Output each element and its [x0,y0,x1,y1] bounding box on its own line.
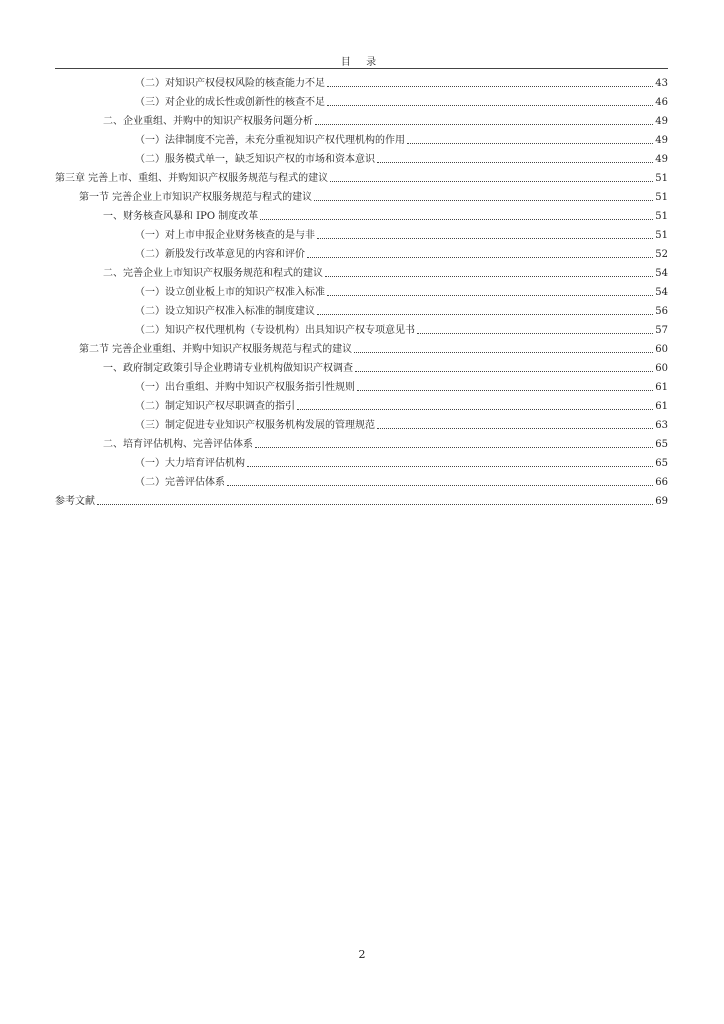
toc-entry-page: 49 [655,154,668,165]
toc-entry-page: 63 [655,420,668,431]
toc-entry[interactable] [55,318,668,337]
toc-dot-leader [327,86,653,87]
toc-entry-page: 66 [655,477,668,488]
toc-entry[interactable] [55,451,668,470]
toc-dot-leader [377,162,653,163]
toc-entry-label: 第一节 完善企业上市知识产权服务规范与程式的建议 [79,192,313,203]
toc-entry[interactable] [55,299,668,318]
toc-entry[interactable] [55,185,668,204]
toc-dot-leader [247,466,653,467]
toc-entry[interactable] [55,128,668,147]
toc-entry-page: 52 [655,249,668,260]
toc-entry-label: （一）法律制度不完善，未充分重视知识产权代理机构的作用 [135,135,405,146]
toc-entry[interactable] [55,432,668,451]
toc-entry-page: 51 [655,211,668,222]
toc-entry[interactable] [55,413,668,432]
toc-entry-label: （一）对上市申报企业财务核查的是与非 [135,230,315,241]
toc-dot-leader [297,409,653,410]
toc-entry[interactable] [55,280,668,299]
toc-entry[interactable] [55,261,668,280]
toc-dot-leader [317,238,653,239]
toc-entry-label: （二）对知识产权侵权风险的核查能力不足 [135,78,325,89]
toc-dot-leader [330,181,653,182]
toc-entry-label: （二）服务模式单一，缺乏知识产权的市场和资本意识 [135,154,375,165]
toc-entry-page: 56 [655,306,668,317]
toc-dot-leader [377,428,653,429]
toc-entry[interactable] [55,375,668,394]
toc-entry-page: 57 [655,325,668,336]
toc-entry-label: （二）完善评估体系 [135,477,225,488]
toc-entry[interactable] [55,242,668,261]
toc-entry[interactable] [55,223,668,242]
toc-dot-leader [325,276,653,277]
toc-dot-leader [354,352,653,353]
toc-entry-page: 51 [655,192,668,203]
toc-entry-label: 第三章 完善上市、重组、并购知识产权服务规范与程式的建议 [55,173,329,184]
toc-entry-page: 49 [655,116,668,127]
toc-entry-label: （二）知识产权代理机构（专设机构）出具知识产权专项意见书 [135,325,415,336]
toc-entry[interactable] [55,109,668,128]
toc-entry-page: 69 [655,496,668,507]
toc-dot-leader [355,371,653,372]
toc-entry[interactable] [55,166,668,185]
toc-entry-label: （一）设立创业板上市的知识产权准入标准 [135,287,325,298]
toc-entry-label: （一）出台重组、并购中知识产权服务指引性规则 [135,382,355,393]
toc-entry-label: 一、政府制定政策引导企业聘请专业机构做知识产权调查 [103,363,353,374]
toc-dot-leader [357,390,653,391]
page-number: 2 [358,948,366,961]
toc-entry-label: 参考文献 [55,496,95,507]
toc-dot-leader [227,485,653,486]
toc-entry-label: 二、培育评估机构、完善评估体系 [103,439,253,450]
toc-entry[interactable] [55,71,668,90]
toc-dot-leader [307,257,653,258]
toc-entry-label: （二）设立知识产权准入标准的制度建议 [135,306,315,317]
toc-entry-label: 二、企业重组、并购中的知识产权服务问题分析 [103,116,313,127]
toc-entry-page: 65 [655,458,668,469]
toc-entry[interactable] [55,394,668,413]
toc-entry-label: （二）制定知识产权尽职调查的指引 [135,401,295,412]
toc-entry-page: 60 [655,363,668,374]
toc-entry-page: 54 [655,268,668,279]
toc-entry-page: 61 [655,382,668,393]
toc-entry-label: （三）对企业的成长性或创新性的核查不足 [135,97,325,108]
toc-entry[interactable] [55,470,668,489]
toc-entry-label: 一、财务核查风暴和 IPO 制度改革 [103,211,259,222]
toc-entry-label: （三）制定促进专业知识产权服务机构发展的管理规范 [135,420,375,431]
toc-dot-leader [255,447,653,448]
toc-dot-leader [314,200,653,201]
toc-dot-leader [327,105,653,106]
toc-entry-page: 49 [655,135,668,146]
toc-entry[interactable] [55,489,668,508]
toc-entry[interactable] [55,147,668,166]
toc-entry-page: 51 [655,230,668,241]
toc-entry[interactable] [55,337,668,356]
toc-dot-leader [260,219,653,220]
toc-dot-leader [97,504,653,505]
toc-entry-label: 二、完善企业上市知识产权服务规范和程式的建议 [103,268,323,279]
toc-dot-leader [315,124,653,125]
toc-dot-leader [417,333,653,334]
toc-entry-page: 51 [655,173,668,184]
toc-entry-label: 第二节 完善企业重组、并购中知识产权服务规范与程式的建议 [79,344,353,355]
toc-entry-page: 43 [655,78,668,89]
toc-entry[interactable] [55,204,668,223]
toc-entry[interactable] [55,356,668,375]
page-header-title: 目 录 [340,57,383,68]
toc-entry-page: 60 [655,344,668,355]
table-of-contents [55,71,668,508]
toc-entry-page: 46 [655,97,668,108]
toc-dot-leader [407,143,653,144]
page-header [55,52,668,69]
toc-entry-label: （一）大力培育评估机构 [135,458,245,469]
toc-entry-page: 65 [655,439,668,450]
toc-entry-page: 61 [655,401,668,412]
toc-entry[interactable] [55,90,668,109]
toc-entry-page: 54 [655,287,668,298]
toc-dot-leader [317,314,653,315]
toc-dot-leader [327,295,653,296]
toc-entry-label: （二）新股发行改革意见的内容和评价 [135,249,305,260]
